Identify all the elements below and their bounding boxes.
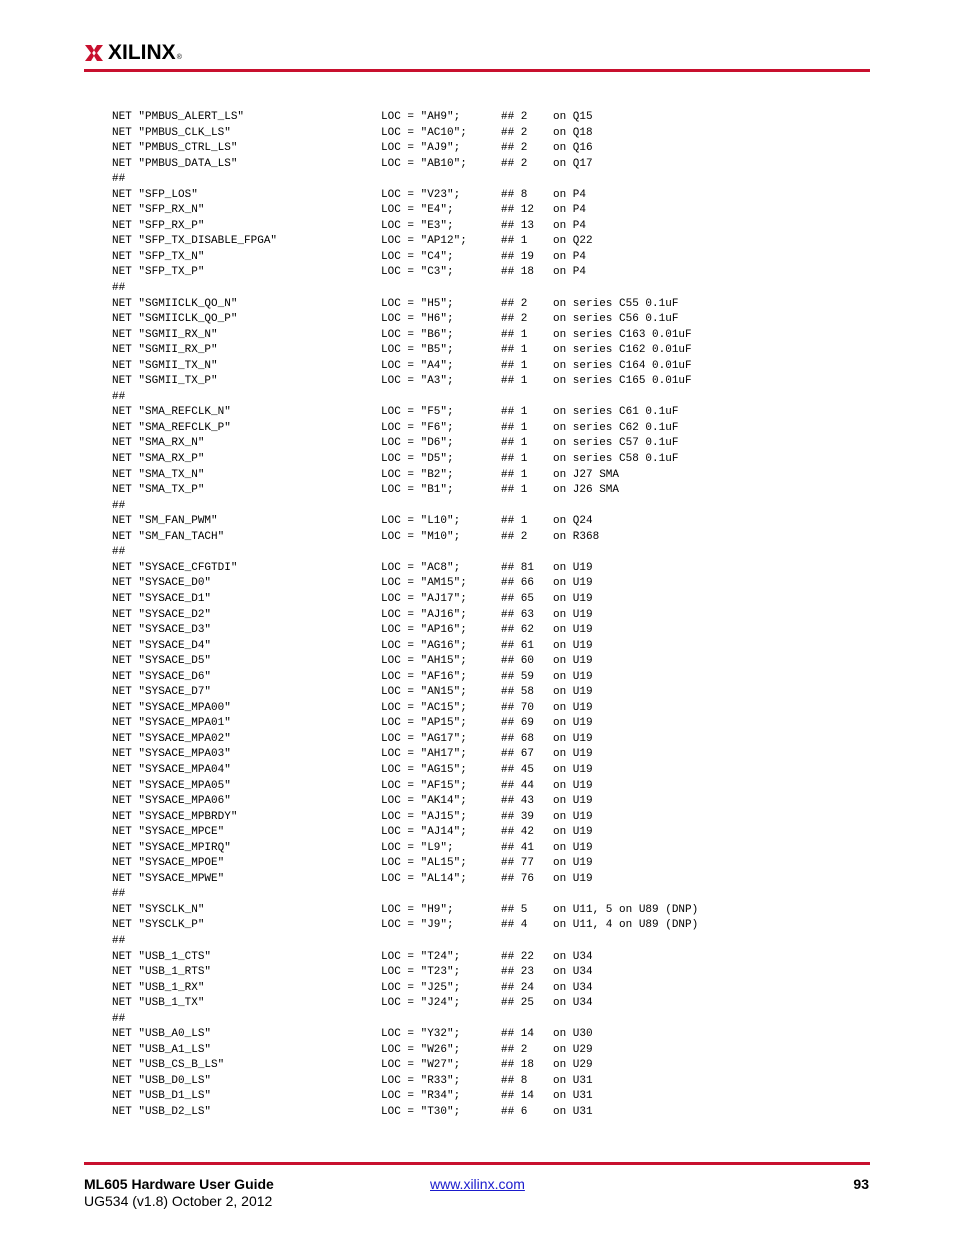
net-name: NET "PMBUS_CTRL_LS" (112, 142, 238, 155)
loc-value: LOC = "F6"; (381, 421, 454, 434)
connection-comment: on U19 (553, 810, 593, 823)
pin-comment: ## 2 (501, 530, 528, 543)
pin-comment: ## 2 (501, 313, 528, 326)
header-rule (84, 69, 870, 72)
connection-comment: on U19 (553, 826, 593, 839)
connection-comment: on U19 (553, 748, 593, 761)
net-name: NET "SYSACE_D6" (112, 670, 212, 683)
connection-comment: on U19 (553, 701, 593, 714)
connection-comment: on U19 (553, 872, 593, 885)
loc-value: LOC = "AF16"; (381, 670, 467, 683)
loc-value: LOC = "AL15"; (381, 857, 467, 870)
loc-value: LOC = "W27"; (381, 1059, 461, 1072)
connection-comment: on U19 (553, 841, 593, 854)
net-name: NET "SMA_TX_P" (112, 484, 205, 497)
connection-comment: on U19 (553, 592, 593, 605)
net-name: NET "SMA_REFCLK_N" (112, 406, 231, 419)
connection-comment: on U19 (553, 624, 593, 637)
pin-comment: ## 25 (501, 997, 535, 1010)
net-name: NET "SYSACE_D1" (112, 592, 212, 605)
net-name: NET "SYSACE_D7" (112, 686, 212, 699)
pin-comment: ## 1 (501, 375, 528, 388)
page-number: 93 (853, 1176, 869, 1192)
pin-comment: ## 18 (501, 1059, 535, 1072)
net-name: NET "SFP_RX_P" (112, 219, 205, 232)
net-name: NET "USB_D2_LS" (112, 1106, 212, 1118)
logo-registered-mark: ® (176, 54, 182, 61)
loc-value: LOC = "AJ9"; (381, 142, 461, 155)
pin-comment: ## 61 (501, 639, 535, 652)
pin-comment: ## 69 (501, 717, 535, 730)
pin-comment: ## 1 (501, 406, 528, 419)
net-name: NET "USB_A0_LS" (112, 1028, 212, 1041)
connection-comment: on U11, 5 on U89 (DNP) (553, 903, 699, 916)
pin-comment: ## 14 (501, 1028, 535, 1041)
pin-comment: ## 2 (501, 111, 528, 123)
net-name: NET "SYSACE_MPCE" (112, 826, 225, 839)
loc-value: LOC = "AN15"; (381, 686, 467, 699)
loc-value: LOC = "AK14"; (381, 795, 467, 808)
loc-value: LOC = "C3"; (381, 266, 454, 279)
loc-value: LOC = "B2"; (381, 468, 454, 481)
net-name: NET "SYSACE_D5" (112, 655, 212, 668)
net-name: NET "SFP_TX_P" (112, 266, 205, 279)
footer-website-link[interactable]: www.xilinx.com (430, 1176, 525, 1192)
pin-comment: ## 6 (501, 1106, 528, 1118)
pin-comment: ## 23 (501, 966, 535, 979)
connection-comment: on U31 (553, 1090, 593, 1103)
pin-comment: ## 65 (501, 592, 535, 605)
connection-comment: on U19 (553, 577, 593, 590)
net-name: ## (112, 546, 126, 559)
connection-comment: on series C164 0.01uF (553, 359, 692, 372)
loc-value: LOC = "M10"; (381, 530, 461, 543)
net-name: ## (112, 499, 126, 512)
net-name: NET "USB_D0_LS" (112, 1074, 212, 1087)
connection-comment: on Q15 (553, 111, 593, 123)
connection-comment: on P4 (553, 266, 587, 279)
loc-value: LOC = "F5"; (381, 406, 454, 419)
loc-value: LOC = "J9"; (381, 919, 454, 932)
loc-value: LOC = "J24"; (381, 997, 461, 1010)
connection-comment: on U11, 4 on U89 (DNP) (553, 919, 699, 932)
connection-comment: on U19 (553, 795, 593, 808)
net-name: NET "SYSACE_D4" (112, 639, 212, 652)
net-name: NET "SYSCLK_N" (112, 903, 205, 916)
loc-value: LOC = "AJ14"; (381, 826, 467, 839)
loc-value: LOC = "AC8"; (381, 561, 461, 574)
loc-value: LOC = "D6"; (381, 437, 454, 450)
connection-comment: on series C165 0.01uF (553, 375, 692, 388)
connection-comment: on U31 (553, 1106, 593, 1118)
connection-comment: on U19 (553, 608, 593, 621)
net-name: ## (112, 282, 126, 295)
net-name: NET "PMBUS_DATA_LS" (112, 157, 238, 170)
pin-comment: ## 42 (501, 826, 535, 839)
loc-value: LOC = "AH15"; (381, 655, 467, 668)
pin-comment: ## 41 (501, 841, 535, 854)
connection-comment: on Q24 (553, 515, 593, 528)
net-name: ## (112, 390, 126, 403)
pin-comment: ## 2 (501, 126, 528, 139)
net-name: NET "SFP_LOS" (112, 188, 198, 201)
net-name: NET "SYSACE_MPBRDY" (112, 810, 238, 823)
connection-comment: on series C163 0.01uF (553, 328, 692, 341)
pin-comment: ## 5 (501, 903, 528, 916)
connection-comment: on series C55 0.1uF (553, 297, 679, 310)
net-name: NET "SYSACE_MPA02" (112, 732, 231, 745)
loc-value: LOC = "T23"; (381, 966, 461, 979)
net-name: NET "SM_FAN_PWM" (112, 515, 218, 528)
pin-comment: ## 2 (501, 297, 528, 310)
loc-value: LOC = "Y32"; (381, 1028, 461, 1041)
connection-comment: on P4 (553, 188, 587, 201)
pin-comment: ## 67 (501, 748, 535, 761)
logo-wordmark: XILINX (108, 41, 176, 64)
pin-comment: ## 1 (501, 344, 528, 357)
loc-value: LOC = "AL14"; (381, 872, 467, 885)
net-name: ## (112, 888, 126, 901)
loc-value: LOC = "AF15"; (381, 779, 467, 792)
connection-comment: on Q18 (553, 126, 593, 139)
pin-comment: ## 14 (501, 1090, 535, 1103)
loc-value: LOC = "B6"; (381, 328, 454, 341)
pin-comment: ## 1 (501, 468, 528, 481)
pin-comment: ## 44 (501, 779, 535, 792)
net-name: NET "SM_FAN_TACH" (112, 530, 225, 543)
connection-comment: on P4 (553, 250, 587, 263)
net-name: NET "SGMII_RX_N" (112, 328, 218, 341)
connection-comment: on U19 (553, 639, 593, 652)
footer-rule (84, 1162, 870, 1165)
loc-value: LOC = "AG15"; (381, 763, 467, 776)
loc-value: LOC = "A4"; (381, 359, 454, 372)
pin-comment: ## 13 (501, 219, 535, 232)
pin-comment: ## 1 (501, 437, 528, 450)
pin-comment: ## 2 (501, 142, 528, 155)
pin-comment: ## 43 (501, 795, 535, 808)
pin-comment: ## 22 (501, 950, 535, 963)
loc-value: LOC = "AM15"; (381, 577, 467, 590)
net-name: NET "USB_1_CTS" (112, 950, 212, 963)
loc-value: LOC = "T24"; (381, 950, 461, 963)
connection-comment: on U30 (553, 1028, 593, 1041)
connection-comment: on R368 (553, 530, 600, 543)
pin-comment: ## 77 (501, 857, 535, 870)
loc-value: LOC = "H6"; (381, 313, 454, 326)
loc-value: LOC = "V23"; (381, 188, 461, 201)
connection-comment: on U19 (553, 732, 593, 745)
loc-value: LOC = "L9"; (381, 841, 454, 854)
connection-comment: on P4 (553, 219, 587, 232)
pin-comment: ## 2 (501, 157, 528, 170)
loc-value: LOC = "R33"; (381, 1074, 461, 1087)
xilinx-mark-icon (84, 43, 104, 63)
loc-value: LOC = "AJ15"; (381, 810, 467, 823)
pin-comment: ## 1 (501, 515, 528, 528)
connection-comment: on Q22 (553, 235, 593, 248)
net-name: NET "SFP_TX_DISABLE_FPGA" (112, 235, 278, 248)
net-name: NET "SYSACE_D0" (112, 577, 212, 590)
connection-comment: on U34 (553, 966, 593, 979)
pin-comment: ## 12 (501, 204, 535, 217)
net-name: NET "PMBUS_CLK_LS" (112, 126, 231, 139)
net-name: NET "USB_CS_B_LS" (112, 1059, 225, 1072)
connection-comment: on U34 (553, 950, 593, 963)
connection-comment: on U19 (553, 763, 593, 776)
footer-doc-info (84, 1176, 274, 1210)
net-name: NET "SFP_RX_N" (112, 204, 205, 217)
connection-comment: on series C57 0.1uF (553, 437, 679, 450)
pin-comment: ## 45 (501, 763, 535, 776)
connection-comment: on U34 (553, 981, 593, 994)
net-name: NET "SGMIICLK_QO_N" (112, 297, 238, 310)
pin-comment: ## 1 (501, 359, 528, 372)
pin-comment: ## 1 (501, 421, 528, 434)
loc-value: LOC = "AH17"; (381, 748, 467, 761)
connection-comment: on U19 (553, 779, 593, 792)
net-name: NET "SGMII_TX_P" (112, 375, 218, 388)
net-name: NET "SMA_RX_N" (112, 437, 205, 450)
loc-value: LOC = "AP12"; (381, 235, 467, 248)
loc-value: LOC = "W26"; (381, 1043, 461, 1056)
net-name: NET "SFP_TX_N" (112, 250, 205, 263)
footer-doc-title: ML605 Hardware User Guide (84, 1176, 274, 1192)
pin-comment: ## 68 (501, 732, 535, 745)
net-name: NET "SGMIICLK_QO_P" (112, 313, 238, 326)
loc-value: LOC = "T30"; (381, 1106, 461, 1118)
footer-doc-version: UG534 (v1.8) October 2, 2012 (84, 1193, 273, 1209)
net-name: NET "SYSACE_MPA04" (112, 763, 231, 776)
net-name: NET "SMA_TX_N" (112, 468, 205, 481)
net-name: NET "SMA_REFCLK_P" (112, 421, 231, 434)
connection-comment: on series C62 0.1uF (553, 421, 679, 434)
net-name: NET "USB_1_TX" (112, 997, 205, 1010)
net-name: NET "SYSACE_MPOE" (112, 857, 225, 870)
connection-comment: on U19 (553, 717, 593, 730)
pin-comment: ## 1 (501, 484, 528, 497)
pin-comment: ## 1 (501, 328, 528, 341)
pin-comment: ## 60 (501, 655, 535, 668)
net-name: NET "PMBUS_ALERT_LS" (112, 111, 245, 123)
connection-comment: on Q16 (553, 142, 593, 155)
loc-value: LOC = "AH9"; (381, 111, 461, 123)
net-name: ## (112, 934, 126, 947)
connection-comment: on series C162 0.01uF (553, 344, 692, 357)
pin-comment: ## 39 (501, 810, 535, 823)
loc-value: LOC = "H9"; (381, 903, 454, 916)
loc-value: LOC = "R34"; (381, 1090, 461, 1103)
connection-comment: on J27 SMA (553, 468, 620, 481)
pin-comment: ## 81 (501, 561, 535, 574)
loc-value: LOC = "B1"; (381, 484, 454, 497)
net-name: NET "SYSACE_MPA03" (112, 748, 231, 761)
net-name: NET "SYSACE_MPA00" (112, 701, 231, 714)
net-name: ## (112, 1012, 126, 1025)
pin-comment: ## 76 (501, 872, 535, 885)
net-name: NET "USB_1_RTS" (112, 966, 212, 979)
net-name: NET "USB_D1_LS" (112, 1090, 212, 1103)
connection-comment: on U29 (553, 1059, 593, 1072)
loc-value: LOC = "AP16"; (381, 624, 467, 637)
pin-comment: ## 62 (501, 624, 535, 637)
net-name: ## (112, 173, 126, 186)
loc-value: LOC = "E4"; (381, 204, 454, 217)
pin-comment: ## 63 (501, 608, 535, 621)
loc-value: LOC = "AG16"; (381, 639, 467, 652)
loc-value: LOC = "L10"; (381, 515, 461, 528)
pin-comment: ## 1 (501, 235, 528, 248)
net-name: NET "SMA_RX_P" (112, 453, 205, 466)
net-name: NET "USB_A1_LS" (112, 1043, 212, 1056)
connection-comment: on U29 (553, 1043, 593, 1056)
pin-comment: ## 19 (501, 250, 535, 263)
loc-value: LOC = "D5"; (381, 453, 454, 466)
net-name: NET "SYSACE_MPIRQ" (112, 841, 231, 854)
loc-value: LOC = "B5"; (381, 344, 454, 357)
connection-comment: on P4 (553, 204, 587, 217)
connection-comment: on U31 (553, 1074, 593, 1087)
pin-comment: ## 70 (501, 701, 535, 714)
pin-comment: ## 2 (501, 1043, 528, 1056)
net-name: NET "SYSCLK_P" (112, 919, 205, 932)
pin-comment: ## 8 (501, 1074, 528, 1087)
net-name: NET "SYSACE_MPWE" (112, 872, 225, 885)
connection-comment: on U19 (553, 686, 593, 699)
pin-comment: ## 4 (501, 919, 528, 932)
connection-comment: on J26 SMA (553, 484, 620, 497)
net-name: NET "SGMII_TX_N" (112, 359, 218, 372)
loc-value: LOC = "H5"; (381, 297, 454, 310)
pin-comment: ## 59 (501, 670, 535, 683)
loc-value: LOC = "AJ16"; (381, 608, 467, 621)
net-name: NET "SGMII_RX_P" (112, 344, 218, 357)
pin-comment: ## 24 (501, 981, 535, 994)
net-name: NET "SYSACE_D3" (112, 624, 212, 637)
connection-comment: on series C61 0.1uF (553, 406, 679, 419)
pin-comment: ## 66 (501, 577, 535, 590)
connection-comment: on Q17 (553, 157, 593, 170)
connection-comment: on series C56 0.1uF (553, 313, 679, 326)
loc-value: LOC = "AC10"; (381, 126, 467, 139)
connection-comment: on U19 (553, 561, 593, 574)
net-name: NET "SYSACE_MPA05" (112, 779, 231, 792)
loc-value: LOC = "J25"; (381, 981, 461, 994)
connection-comment: on U19 (553, 857, 593, 870)
loc-value: LOC = "A3"; (381, 375, 454, 388)
pin-comment: ## 18 (501, 266, 535, 279)
loc-value: LOC = "AB10"; (381, 157, 467, 170)
xilinx-logo (84, 40, 182, 66)
net-name: NET "USB_1_RX" (112, 981, 205, 994)
net-name: NET "SYSACE_D2" (112, 608, 212, 621)
connection-comment: on U34 (553, 997, 593, 1010)
connection-comment: on series C58 0.1uF (553, 453, 679, 466)
loc-value: LOC = "AP15"; (381, 717, 467, 730)
net-name: NET "SYSACE_CFGTDI" (112, 561, 238, 574)
pin-comment: ## 1 (501, 453, 528, 466)
connection-comment: on U19 (553, 670, 593, 683)
connection-comment: on U19 (553, 655, 593, 668)
loc-value: LOC = "AG17"; (381, 732, 467, 745)
pin-comment: ## 8 (501, 188, 528, 201)
pin-comment: ## 58 (501, 686, 535, 699)
loc-value: LOC = "C4"; (381, 250, 454, 263)
loc-value: LOC = "AJ17"; (381, 592, 467, 605)
loc-value: LOC = "AC15"; (381, 701, 467, 714)
net-name: NET "SYSACE_MPA01" (112, 717, 231, 730)
net-name: NET "SYSACE_MPA06" (112, 795, 231, 808)
loc-value: LOC = "E3"; (381, 219, 454, 232)
